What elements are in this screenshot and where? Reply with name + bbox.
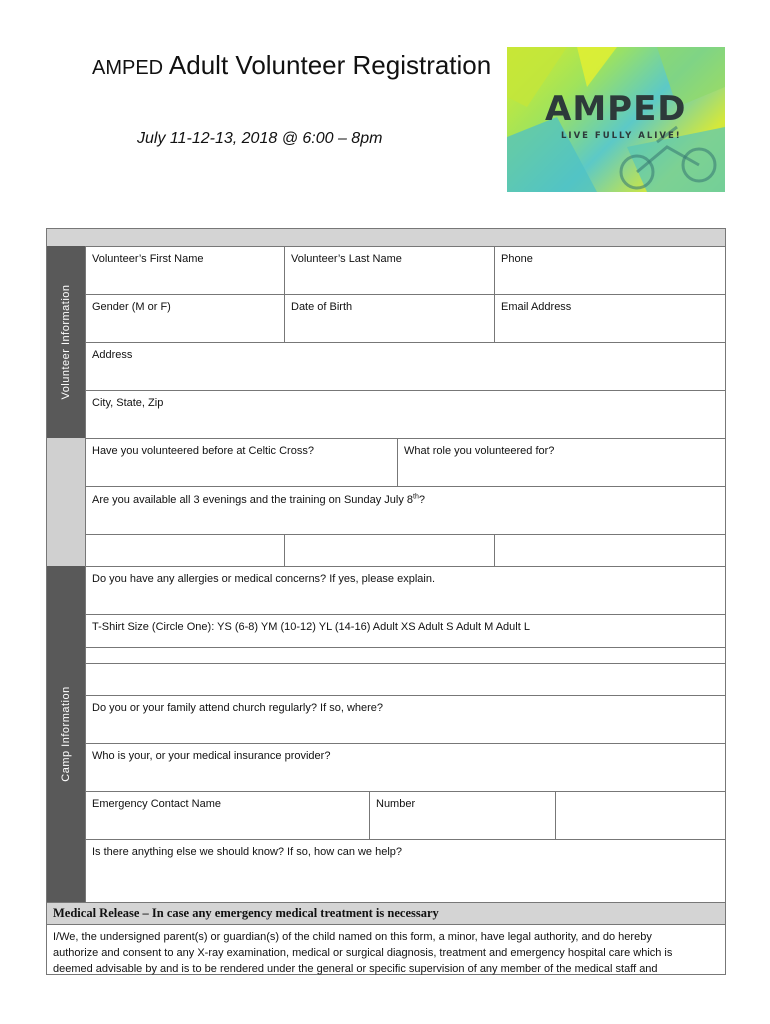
page-title: [92, 50, 491, 81]
title-main: Adult Volunteer Registration: [168, 50, 492, 80]
anything-else-label: Is there anything else we should know? If so, how can we help?: [92, 846, 403, 858]
section-camp-information: [47, 566, 85, 902]
volunteered-before-field[interactable]: [85, 438, 397, 486]
dob-label: Date of Birth: [291, 301, 353, 313]
emergency-contact-field[interactable]: [85, 791, 369, 839]
insurance-field[interactable]: [85, 743, 725, 791]
last-name-field[interactable]: [284, 246, 494, 294]
address-label: Address: [92, 349, 133, 361]
address-field[interactable]: [85, 342, 725, 390]
role-label: What role you volunteered for?: [404, 445, 555, 457]
phone-field[interactable]: [494, 246, 725, 294]
church-label: Do you or your family attend church regularly? If so, where?: [92, 702, 384, 714]
medical-line: authorize and consent to any X-ray examination, medical or surgical diagnosis, treatment and emergency hospital care which is: [53, 947, 673, 959]
registration-form: [46, 228, 726, 975]
logo-word: AMPED: [545, 89, 687, 129]
medical-line: I/We, the undersigned parent(s) or guardian(s) of the child named on this form, a minor, have legal authority, and do hereby: [53, 931, 652, 943]
insurance-label: Who is your, or your medical insurance provider?: [92, 750, 331, 762]
availability-end: ?: [418, 493, 426, 506]
email-label: Email Address: [501, 301, 572, 313]
email-field[interactable]: [494, 294, 725, 342]
tshirt-label: T-Shirt Size (Circle One): YS (6-8) YM (10-12) YL (14-16) Adult XS Adult S Adult M Adult L: [92, 621, 530, 633]
medical-release-text: [53, 929, 721, 977]
emergency-contact-label: Emergency Contact Name: [92, 798, 221, 810]
gender-label: Gender (M or F): [92, 301, 171, 313]
title-brand: AMPED: [92, 57, 164, 79]
emergency-extra-field[interactable]: [555, 791, 725, 839]
allergies-label: Do you have any allergies or medical concerns? If yes, please explain.: [92, 573, 436, 585]
medical-release-header: Medical Release – In case any emergency medical treatment is necessary: [47, 902, 725, 925]
volunteered-before-label: Have you volunteered before at Celtic Cross?: [92, 445, 314, 457]
role-field[interactable]: [397, 438, 725, 486]
availability-sup: th: [413, 493, 419, 500]
gender-field[interactable]: [85, 294, 284, 342]
section-volunteer-information: [47, 246, 85, 438]
section-spacer: [47, 438, 85, 566]
city-state-zip-field[interactable]: [85, 390, 725, 438]
phone-label: Phone: [501, 253, 533, 265]
medical-line: deemed advisable by and is to be rendered under the general or specific supervision of any member of the medical staff and: [53, 963, 658, 975]
logo-tagline: LIVE FULLY ALIVE!: [561, 131, 682, 141]
availability-field[interactable]: [85, 486, 725, 534]
blank-cell-3[interactable]: [494, 534, 725, 566]
blank-row-2[interactable]: [85, 663, 725, 695]
form-top-bar: [47, 229, 725, 247]
anything-else-field[interactable]: [85, 839, 725, 902]
blank-row-1[interactable]: [85, 647, 725, 663]
section-label-camp: Camp Information: [60, 686, 72, 782]
number-label: Number: [376, 798, 416, 810]
amped-logo: [507, 47, 725, 192]
number-field[interactable]: [369, 791, 555, 839]
first-name-field[interactable]: [85, 246, 284, 294]
availability-label: [92, 494, 425, 506]
event-date: July 11-12-13, 2018 @ 6:00 – 8pm: [137, 130, 383, 147]
availability-text: Are you available all 3 evenings and the training on Sunday July 8: [92, 493, 414, 506]
section-label-volunteer: Volunteer Information: [60, 284, 72, 400]
blank-cell-1[interactable]: [85, 534, 284, 566]
dob-field[interactable]: [284, 294, 494, 342]
church-field[interactable]: [85, 695, 725, 743]
blank-cell-2[interactable]: [284, 534, 494, 566]
last-name-label: Volunteer’s Last Name: [291, 253, 402, 265]
allergies-field[interactable]: [85, 566, 725, 614]
tshirt-size-field[interactable]: [85, 614, 725, 647]
city-label: City, State, Zip: [92, 397, 164, 409]
first-name-label: Volunteer’s First Name: [92, 253, 204, 265]
